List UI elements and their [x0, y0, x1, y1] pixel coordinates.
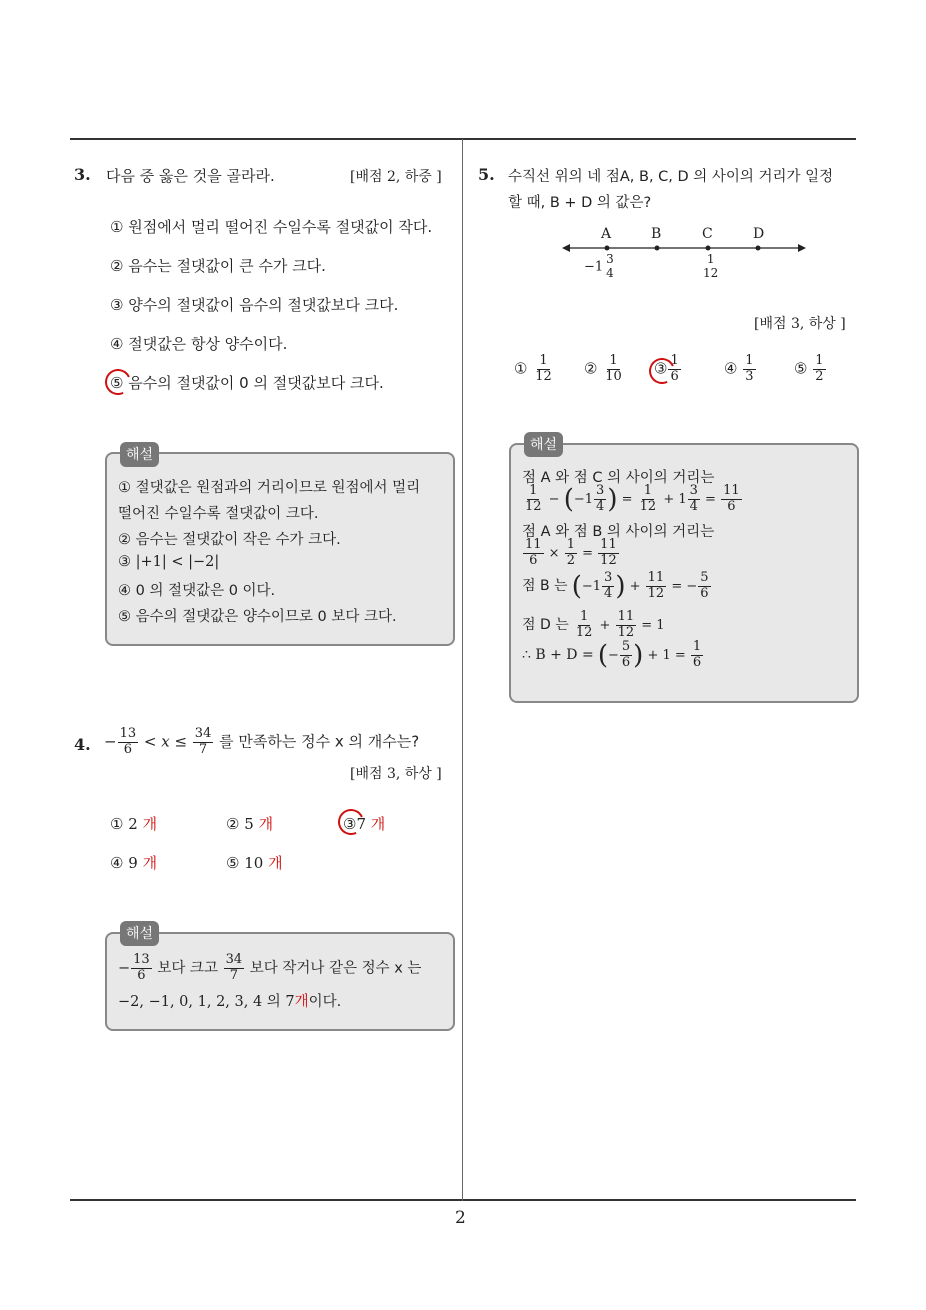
q3-number: 3. [74, 165, 91, 184]
q5-point-c: C [702, 226, 713, 242]
bottom-rule [70, 1199, 856, 1201]
q3-choice-1[interactable]: ① 원점에서 멀리 떨어진 수일수록 절댓값이 작다. [110, 218, 433, 236]
q5-choice-1[interactable]: ① $\frac{1}{12}$ [514, 353, 552, 384]
q4-question-tail: 를 만족하는 정수 x 의 개수는? [219, 732, 420, 751]
q3-exp-line-3: ② 음수는 절댓값이 작은 수가 크다. [118, 532, 341, 548]
q5-label-c: 1 12 [703, 252, 719, 280]
q4-question [104, 727, 419, 758]
q4-choice-4[interactable]: ④ 9 개 [110, 854, 158, 872]
q4-choice-5[interactable]: ⑤ 10 개 [226, 854, 283, 872]
q4-choice-1[interactable]: ① 2 개 [110, 815, 158, 833]
q3-choice-2[interactable]: ② 음수는 절댓값이 큰 수가 크다. [110, 257, 326, 275]
q4-explanation-tag: 해설 [120, 921, 159, 946]
column-divider [462, 139, 463, 1201]
q5-choice-4[interactable]: ④ $\frac{1}{3}$ [724, 353, 754, 384]
q5-exp-line-4: $\frac{11}{6}$ × $\frac{1}{2}$ = $\frac{11}{12}$ [525, 537, 617, 568]
q4-inequality: < x ≤ [139, 732, 192, 751]
q3-exp-line-2: 떨어진 수일수록 절댓값이 크다. [118, 506, 319, 522]
q5-question-line-2: 할 때, B + D 의 값은? [508, 195, 652, 211]
q4-choice-2[interactable]: ② 5 개 [226, 815, 274, 833]
q5-point-d: D [753, 226, 765, 242]
q5-exp-line-7: ∴ B + D = (− $\frac{5}{6}$ ) + 1 = $\frac{1}{6}$ [522, 639, 702, 671]
q3-choice-3[interactable]: ③ 양수의 절댓값이 음수의 절댓값보다 크다. [110, 296, 399, 314]
q4-choice-3[interactable]: ③7 개 [343, 815, 386, 833]
q5-label-a: −1 3 4 [584, 252, 614, 280]
q4-score: [배점 3, 하상 ] [350, 766, 442, 782]
q5-exp-line-5: 점 B 는 (−1 $\frac{3}{4}$ ) + $\frac{11}{12}$ = − $\frac{5}{6}$ [522, 570, 709, 602]
q4-exp-line-1: − $\frac{13}{6}$ 보다 크고 $\frac{34}{7}$ 보다 작거나 같은 정수 x 는 [118, 952, 422, 983]
q5-exp-line-2: $\frac{1}{12}$ − (−1 $\frac{3}{4}$ ) = $\frac{1}{12}$ + 1 $\frac{3}{4}$ = $\frac{11}{6}$ [525, 483, 740, 515]
q3-exp-line-5: ④ 0 의 절댓값은 0 이다. [118, 583, 276, 599]
q4-frac-2: $\frac{34}{7}$ [194, 726, 212, 757]
q5-number: 5. [478, 165, 495, 184]
q3-explanation-tag: 해설 [120, 442, 159, 467]
q4-minus: − [104, 732, 117, 751]
q5-question-line-1: 수직선 위의 네 점A, B, C, D 의 사이의 거리가 일정 [508, 169, 834, 185]
q5-choice-5[interactable]: ⑤ $\frac{1}{2}$ [794, 353, 824, 384]
q3-score: [배점 2, 하중 ] [350, 169, 442, 185]
q3-exp-line-6: ⑤ 음수의 절댓값은 양수이므로 0 보다 크다. [118, 609, 397, 625]
q4-number: 4. [74, 735, 91, 754]
q5-point-a: A [601, 226, 612, 242]
q5-explanation-tag: 해설 [524, 432, 563, 457]
q3-choice-4[interactable]: ④ 절댓값은 항상 양수이다. [110, 335, 288, 353]
q5-score: [배점 3, 하상 ] [754, 316, 846, 332]
q3-exp-line-4: ③ |+1| < |−2| [118, 554, 220, 570]
q3-question: 다음 중 옳은 것을 골라라. [106, 167, 275, 185]
q5-choice-3[interactable]: ③ $\frac{1}{6}$ [654, 353, 679, 384]
page-number: 2 [455, 1208, 466, 1228]
q5-choice-2[interactable]: ② $\frac{1}{10}$ [584, 353, 622, 384]
q3-answer-circle [101, 365, 134, 398]
q5-exp-line-3: 점 A 와 점 B 의 사이의 거리는 [522, 524, 715, 540]
q4-exp-line-2: −2, −1, 0, 1, 2, 3, 4 의 7개이다. [118, 994, 342, 1010]
q4-frac-1: $\frac{13}{6}$ [119, 726, 137, 757]
q5-exp-line-6: 점 D 는 $\frac{1}{12}$ + $\frac{11}{12}$ = 1 [522, 609, 665, 640]
q3-exp-line-1: ① 절댓값은 원점과의 거리이므로 원점에서 멀리 [118, 480, 421, 496]
q5-point-b: B [651, 226, 662, 242]
top-rule [70, 138, 856, 140]
q3-choice-5[interactable]: ⑤ 음수의 절댓값이 0 의 절댓값보다 크다. [110, 374, 384, 392]
q5-exp-line-1: 점 A 와 점 C 의 사이의 거리는 [522, 470, 715, 486]
